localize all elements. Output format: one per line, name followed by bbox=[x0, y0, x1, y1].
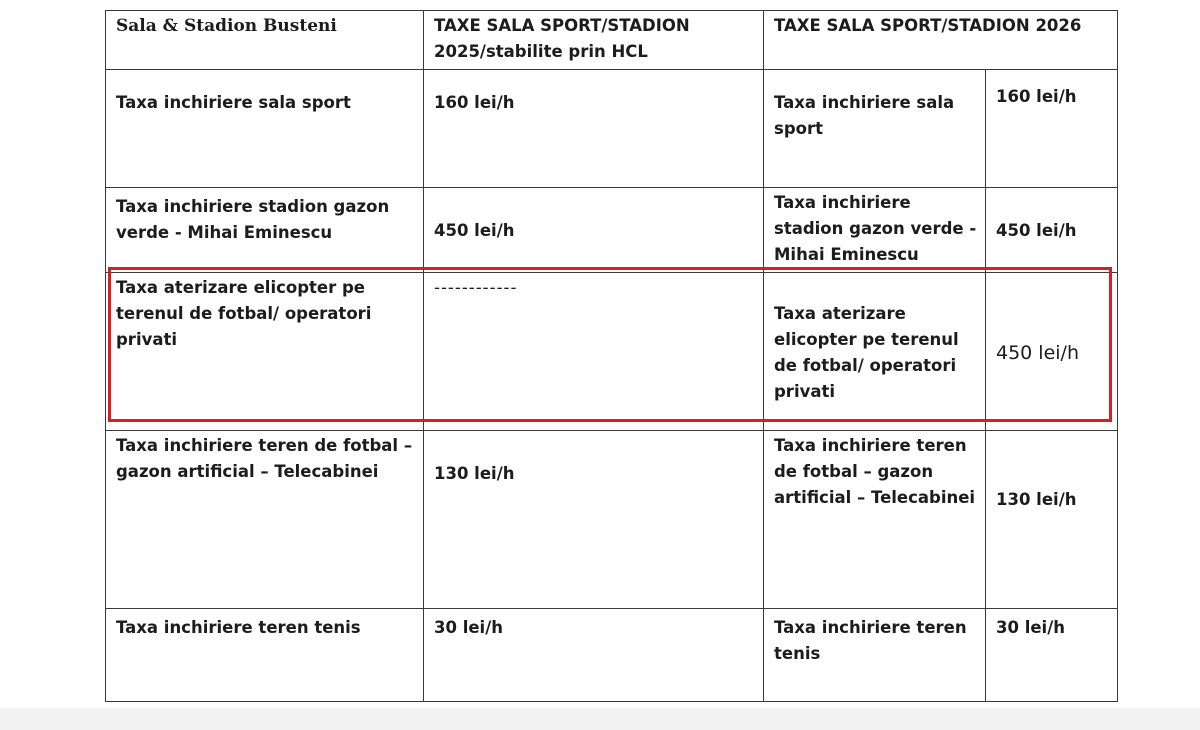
fee-2025-cell bbox=[424, 273, 764, 431]
fee-2025-cell bbox=[424, 70, 764, 188]
fee-name-2026: Taxa inchiriere stadion gazon verde - Mihai Eminescu bbox=[774, 193, 977, 264]
table-row-highlighted bbox=[106, 273, 1118, 431]
fee-name-2026: Taxa inchiriere sala sport bbox=[774, 93, 955, 138]
fee-name: Taxa inchiriere teren tenis bbox=[116, 618, 361, 637]
fee-name-2026-cell bbox=[764, 188, 986, 273]
fee-name-cell bbox=[106, 188, 424, 273]
fee-name-2026: Taxa inchiriere teren tenis bbox=[774, 618, 967, 663]
fee-name: Taxa aterizare elicopter pe terenul de fotbal/ operatori privati bbox=[116, 278, 372, 349]
header-cell-2025 bbox=[424, 11, 764, 70]
fee-2025-cell bbox=[424, 431, 764, 609]
fee-name-2026: Taxa inchiriere teren de fotbal – gazon artificial – Telecabinei bbox=[774, 436, 976, 507]
fee-name-cell bbox=[106, 431, 424, 609]
fees-table bbox=[105, 10, 1118, 702]
fee-2026-value: 450 lei/h bbox=[996, 221, 1077, 240]
table-header-row bbox=[106, 11, 1118, 70]
fee-2026-cell bbox=[986, 609, 1118, 702]
fee-2025-value: 160 lei/h bbox=[434, 93, 515, 112]
fee-name-cell bbox=[106, 70, 424, 188]
fee-name: Taxa inchiriere sala sport bbox=[116, 93, 351, 112]
fee-2026-value: 130 lei/h bbox=[996, 490, 1077, 509]
fee-2025-value: 450 lei/h bbox=[434, 221, 515, 240]
fee-2025-value: 130 lei/h bbox=[434, 464, 515, 483]
fee-2026-value: 30 lei/h bbox=[996, 618, 1065, 637]
fee-2025-cell bbox=[424, 188, 764, 273]
fee-name-2026-cell bbox=[764, 609, 986, 702]
fee-2026-value: 450 lei/h bbox=[996, 341, 1079, 364]
fee-name-2026-cell bbox=[764, 70, 986, 188]
fee-2026-cell bbox=[986, 431, 1118, 609]
header-2026-label: TAXE SALA SPORT/STADION 2026 bbox=[774, 16, 1082, 35]
header-cell-2026 bbox=[764, 11, 1118, 70]
fee-2025-cell bbox=[424, 609, 764, 702]
header-location-label: Sala & Stadion Busteni bbox=[116, 16, 337, 36]
fee-name-cell bbox=[106, 273, 424, 431]
fee-name: Taxa inchiriere teren de fotbal – gazon artificial – Telecabinei bbox=[116, 436, 413, 481]
table-row bbox=[106, 70, 1118, 188]
table-row bbox=[106, 431, 1118, 609]
fee-name-cell bbox=[106, 609, 424, 702]
fee-2026-cell bbox=[986, 188, 1118, 273]
fee-2026-cell bbox=[986, 70, 1118, 188]
fee-name-2026-cell bbox=[764, 273, 986, 431]
fee-2026-value: 160 lei/h bbox=[996, 87, 1077, 106]
fee-2025-value: 30 lei/h bbox=[434, 618, 503, 637]
header-cell-location bbox=[106, 11, 424, 70]
fee-name-2026-cell bbox=[764, 431, 986, 609]
header-2025-label: TAXE SALA SPORT/STADION 2025/stabilite prin HCL bbox=[434, 16, 690, 61]
fee-2025-placeholder: ------------ bbox=[434, 278, 518, 297]
table-row bbox=[106, 188, 1118, 273]
table-row bbox=[106, 609, 1118, 702]
fee-2026-cell bbox=[986, 273, 1118, 431]
bottom-edge bbox=[0, 708, 1200, 730]
fee-name-2026: Taxa aterizare elicopter pe terenul de fotbal/ operatori privati bbox=[774, 303, 959, 401]
fee-name: Taxa inchiriere stadion gazon verde - Mihai Eminescu bbox=[116, 197, 390, 242]
